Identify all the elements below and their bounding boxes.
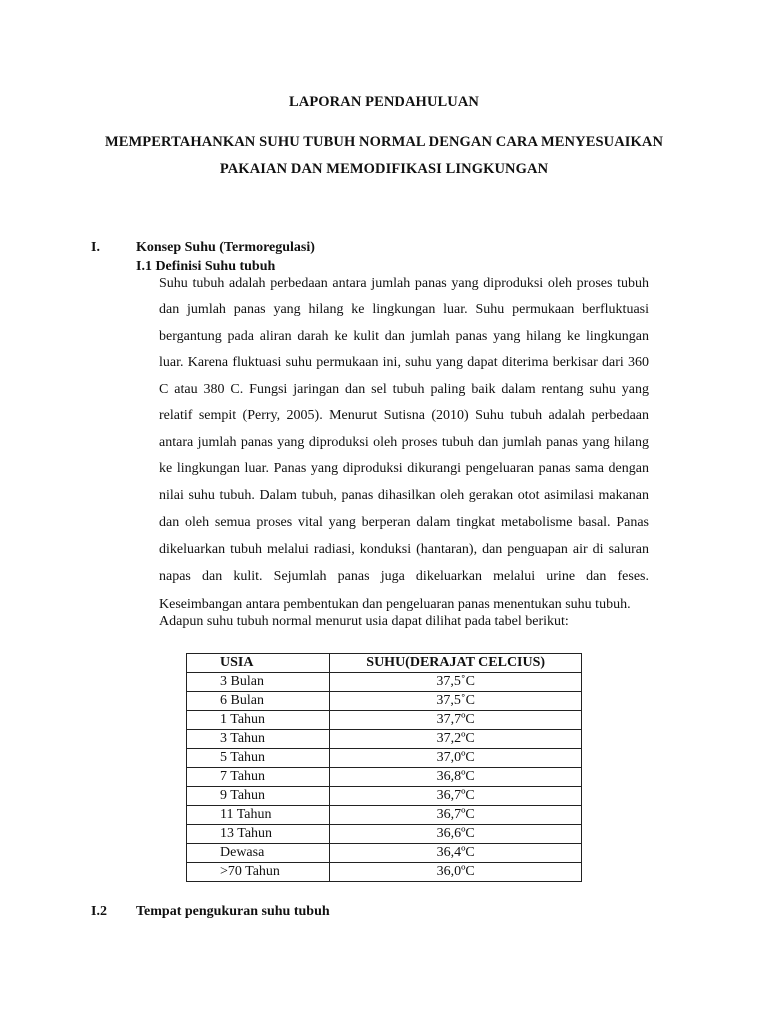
temperature-cell: 36,7ºC [330,806,582,825]
age-cell: Dewasa [187,844,330,863]
age-cell: 3 Bulan [187,673,330,692]
paragraph-line: dikeluarkan tubuh melalui radiasi, konduksi (hantaran), dan penguapan air di saluran [159,542,649,557]
table-row [187,749,582,768]
table-header-temperature: SUHU(DERAJAT CELCIUS) [330,654,582,673]
paragraph-line: luar. Karena fluktuasi suhu permukaan ini, suhu yang dapat diterima berkisar dari 360 [159,355,649,370]
temperature-cell: 37,5˚C [330,673,582,692]
balance-sentence: Keseimbangan antara pembentukan dan pengeluaran panas menentukan suhu tubuh. [159,597,631,612]
subsection-1-1-title: I.1 Definisi Suhu tubuh [136,259,276,274]
table-row [187,768,582,787]
table-row [187,711,582,730]
temperature-cell: 37,7ºC [330,711,582,730]
section-1-2-title: Tempat pengukuran suhu tubuh [136,904,330,919]
temperature-cell: 36,6ºC [330,825,582,844]
paragraph-line: dan jumlah panas yang hilang ke lingkungan luar. Suhu permukaan berfluktuasi [159,302,649,317]
age-cell: 13 Tahun [187,825,330,844]
table-row [187,673,582,692]
paragraph-line: Suhu tubuh adalah perbedaan antara jumlah panas yang diproduksi oleh proses tubuh [159,276,649,291]
temperature-cell: 37,2ºC [330,730,582,749]
table-row [187,863,582,882]
temperature-cell: 36,7ºC [330,787,582,806]
paragraph-line: napas dan kulit. Sejumlah panas juga dikeluarkan melalui urine dan feses. [159,569,649,584]
document-subtitle-line-1: MEMPERTAHANKAN SUHU TUBUH NORMAL DENGAN CARA MENYESUAIKAN [104,134,664,150]
section-1-title: Konsep Suhu (Termoregulasi) [136,240,315,255]
table-header-age: USIA [187,654,330,673]
section-1-2-number: I.2 [91,904,107,919]
paragraph-line: dan oleh semua proses vital yang berperan dalam tingkat metabolisme basal. Panas [159,515,649,530]
paragraph-line: C atau 380 C. Fungsi jaringan dan sel tubuh paling baik dalam rentang suhu yang [159,382,649,397]
age-cell: 6 Bulan [187,692,330,711]
temperature-cell: 36,8ºC [330,768,582,787]
temperature-cell: 36,0ºC [330,863,582,882]
age-cell: 11 Tahun [187,806,330,825]
table-row [187,825,582,844]
document-subtitle-line-2: PAKAIAN DAN MEMODIFIKASI LINGKUNGAN [219,161,549,177]
age-cell: 9 Tahun [187,787,330,806]
age-cell: >70 Tahun [187,863,330,882]
section-1-number: I. [91,240,100,255]
temperature-cell: 37,5˚C [330,692,582,711]
table-row [187,806,582,825]
paragraph-line: relatif sempit (Perry, 2005). Menurut Sutisna (2010) Suhu tubuh adalah perbedaan [159,408,649,423]
temperature-cell: 37,0ºC [330,749,582,768]
paragraph-line: antara jumlah panas yang diproduksi oleh proses tubuh dan jumlah panas yang hilang [159,435,649,450]
table-row [187,730,582,749]
table-intro-sentence: Adapun suhu tubuh normal menurut usia dapat dilihat pada tabel berikut: [159,614,569,629]
age-cell: 7 Tahun [187,768,330,787]
paragraph-line: nilai suhu tubuh. Dalam tubuh, panas dihasilkan oleh gerakan otot asimilasi makanan [159,488,649,503]
body-temperature-table [186,653,582,882]
age-cell: 5 Tahun [187,749,330,768]
table-row [187,692,582,711]
age-cell: 3 Tahun [187,730,330,749]
age-cell: 1 Tahun [187,711,330,730]
table-header-row [187,654,582,673]
paragraph-line: ke lingkungan luar. Panas yang diproduksi dikurangi pengeluaran panas sama dengan [159,461,649,476]
table-row [187,787,582,806]
table-row [187,844,582,863]
document-title: LAPORAN PENDAHULUAN [289,94,479,110]
paragraph-line: bergantung pada aliran darah ke kulit dan jumlah panas yang hilang ke lingkungan [159,329,649,344]
temperature-cell: 36,4ºC [330,844,582,863]
